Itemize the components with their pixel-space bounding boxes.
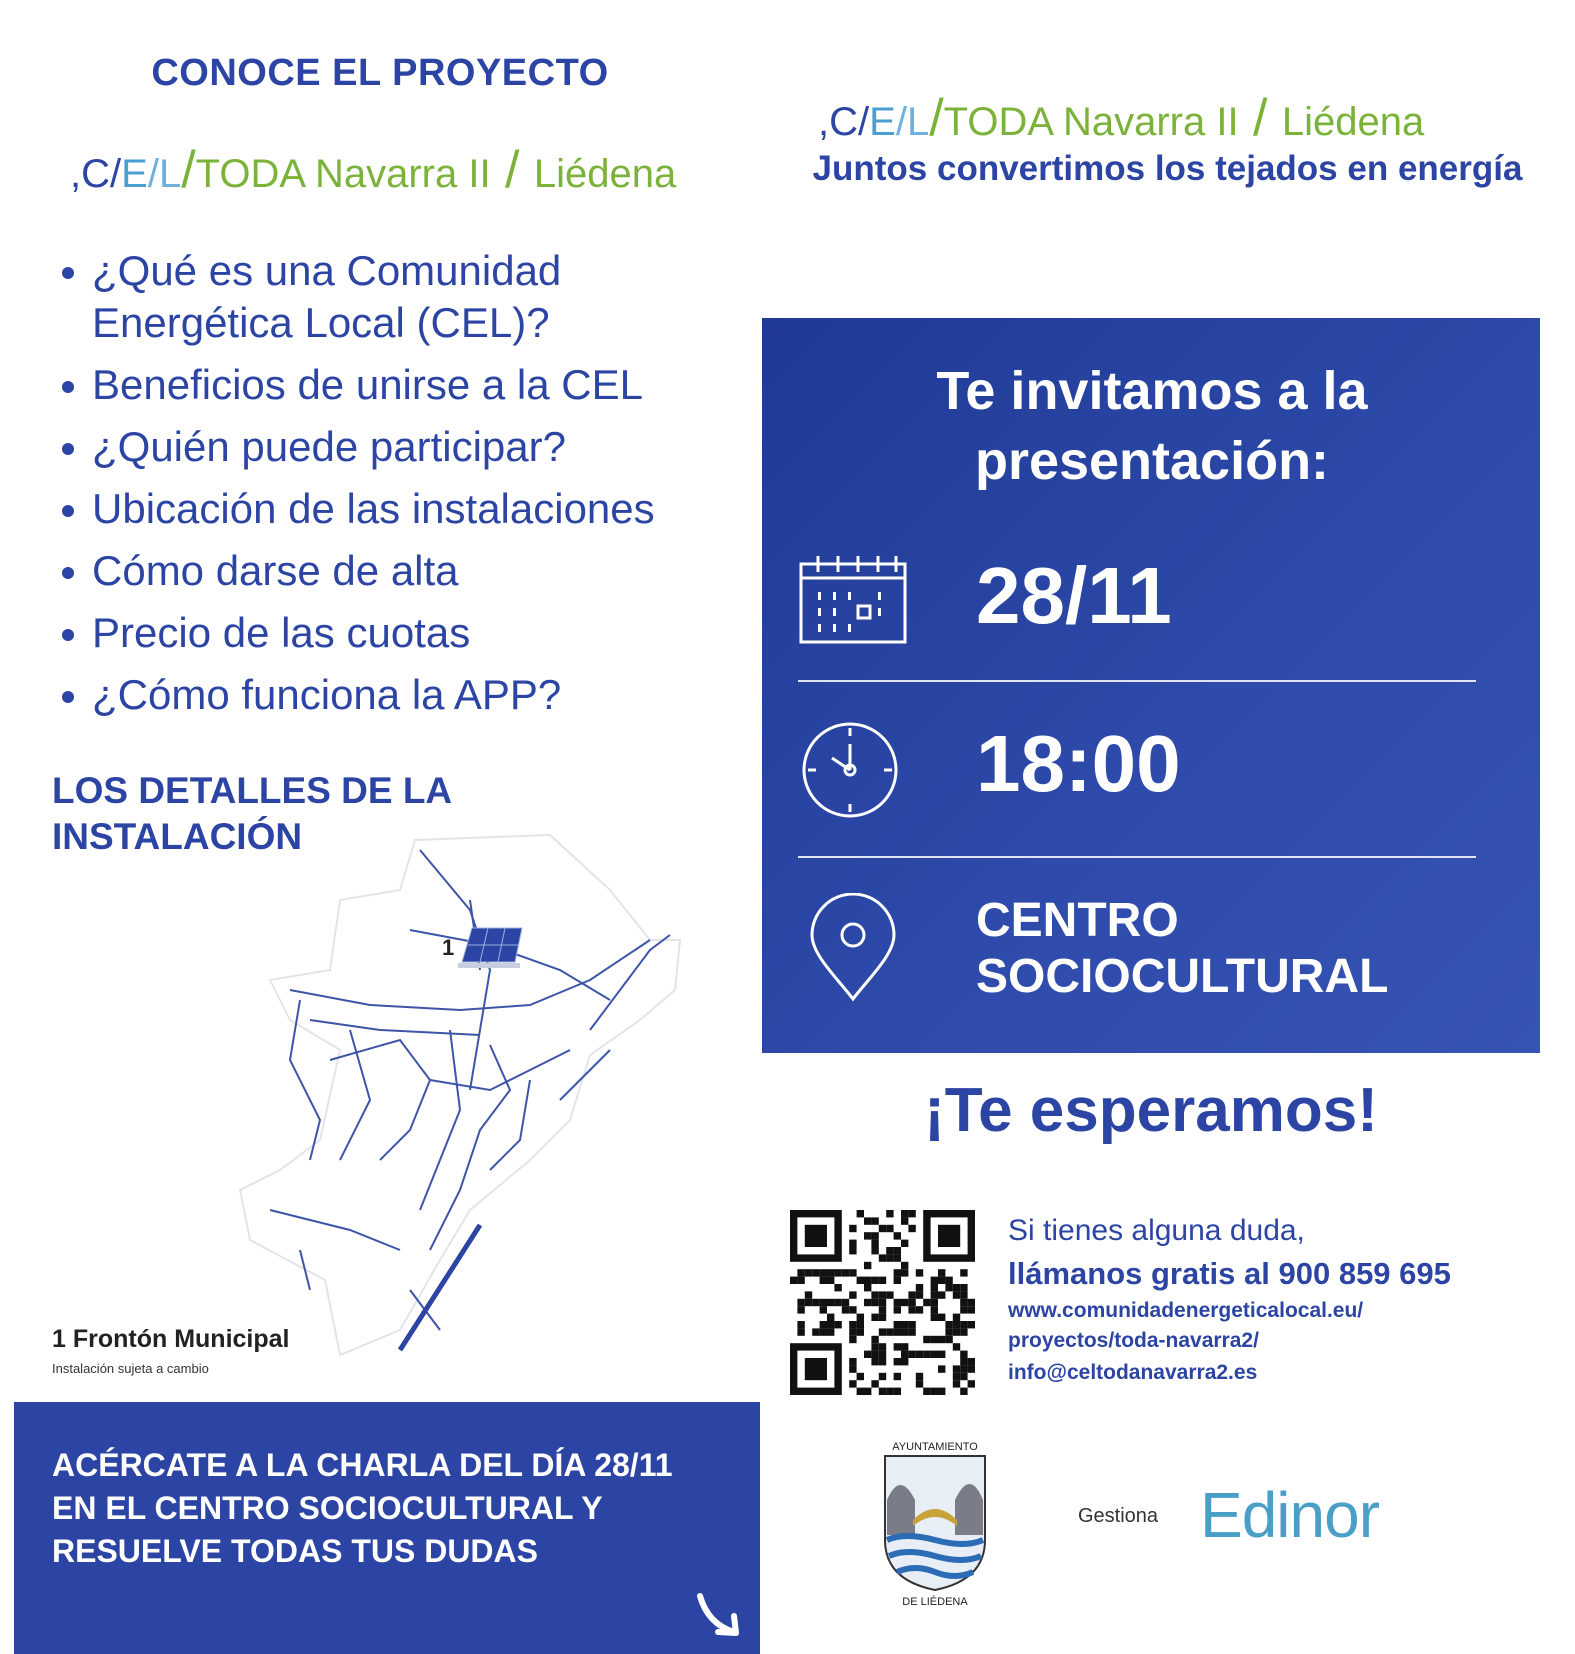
contact-block [1008,1210,1568,1388]
brand-place: Liédena [1281,100,1425,144]
list-item: ¿Qué es una Comunidad Energética Local (CEL)? [62,245,752,349]
bullet-icon [62,267,74,279]
bullet-icon [62,505,74,517]
contact-phone: llámanos gratis al 900 859 695 [1008,1256,1451,1291]
brand-c: C [81,152,111,196]
divider [798,856,1476,858]
cta-banner [14,1402,760,1654]
we-await-you-heading: ¡Te esperamos! [924,1076,1378,1145]
event-time: 18:00 [976,719,1181,808]
map-marker-label: 1 [442,935,455,960]
project-heading: CONOCE EL PROYECTO [151,52,609,94]
map-legend-note: Instalación sujeta a cambio [52,1361,209,1376]
bullet-icon [62,691,74,703]
solar-panel-icon [458,928,522,968]
brand-name: TODA Navarra II [943,100,1239,144]
list-item: Cómo darse de alta [62,545,752,597]
location-pin-icon [808,893,898,1005]
list-item: ¿Cómo funciona la APP? [62,669,752,721]
cel-brand-logo-right: ,C/E/L/TODA Navarra II / Liédena [818,89,1425,147]
topics-list [62,245,752,731]
map-legend: 1 Frontón Municipal [52,1325,290,1353]
divider [798,680,1476,682]
crest-bottom-text: DE LIÉDENA [902,1596,968,1608]
arrow-icon [694,1590,746,1642]
tagline: Juntos convertimos los tejados en energía [812,149,1523,188]
qr-code [790,1210,975,1395]
brand-e: E [121,152,148,196]
brand-c: C [829,100,859,144]
list-item: Precio de las cuotas [62,607,752,659]
clock-icon [798,718,902,822]
managed-by-label: Gestiona [1078,1505,1159,1527]
website-link[interactable]: www.comunidadenergeticalocal.eu/ proyectos/toda-navarra2/ [1008,1299,1364,1352]
list-item: Beneficios de unirse a la CEL [62,359,752,411]
list-item: Ubicación de las instalaciones [62,483,752,535]
event-date: 28/11 [976,551,1172,640]
installation-details-heading: LOS DETALLES DE LA INSTALACIÓN [52,770,451,857]
date-row [798,550,1498,650]
bullet-icon [62,443,74,455]
brand-place: Liédena [533,152,677,196]
time-row [798,718,1498,818]
invitation-title: Te invitamos a la presentación: [936,361,1368,491]
edinor-logo: Edinor [1200,1479,1379,1551]
liedena-crest-logo [875,1440,995,1610]
contact-question: Si tienes alguna duda, [1008,1214,1305,1247]
place-row [798,893,1498,1013]
brand-e: E [869,100,896,144]
invitation-box [762,318,1540,1053]
list-item: ¿Quién puede participar? [62,421,752,473]
bullet-icon [62,629,74,641]
cel-brand-logo: ,C/E/L/TODA Navarra II / Liédena [70,141,677,199]
brand-l: L [906,100,930,144]
event-place: CENTRO SOCIOCULTURAL [976,894,1389,1003]
left-panel [0,0,760,1654]
brand-l: L [158,152,182,196]
bullet-icon [62,381,74,393]
calendar-icon [798,550,908,646]
town-map [230,830,710,1360]
email-link[interactable]: info@celtodanavarra2.es [1008,1361,1258,1384]
crest-top-text: AYUNTAMIENTO [892,1441,978,1453]
cta-text: ACÉRCATE A LA CHARLA DEL DÍA 28/11 EN EL CENTRO SOCIOCULTURAL Y RESUELVE TODAS TUS DUDAS [52,1447,673,1569]
bullet-icon [62,567,74,579]
brand-name: TODA Navarra II [195,152,491,196]
